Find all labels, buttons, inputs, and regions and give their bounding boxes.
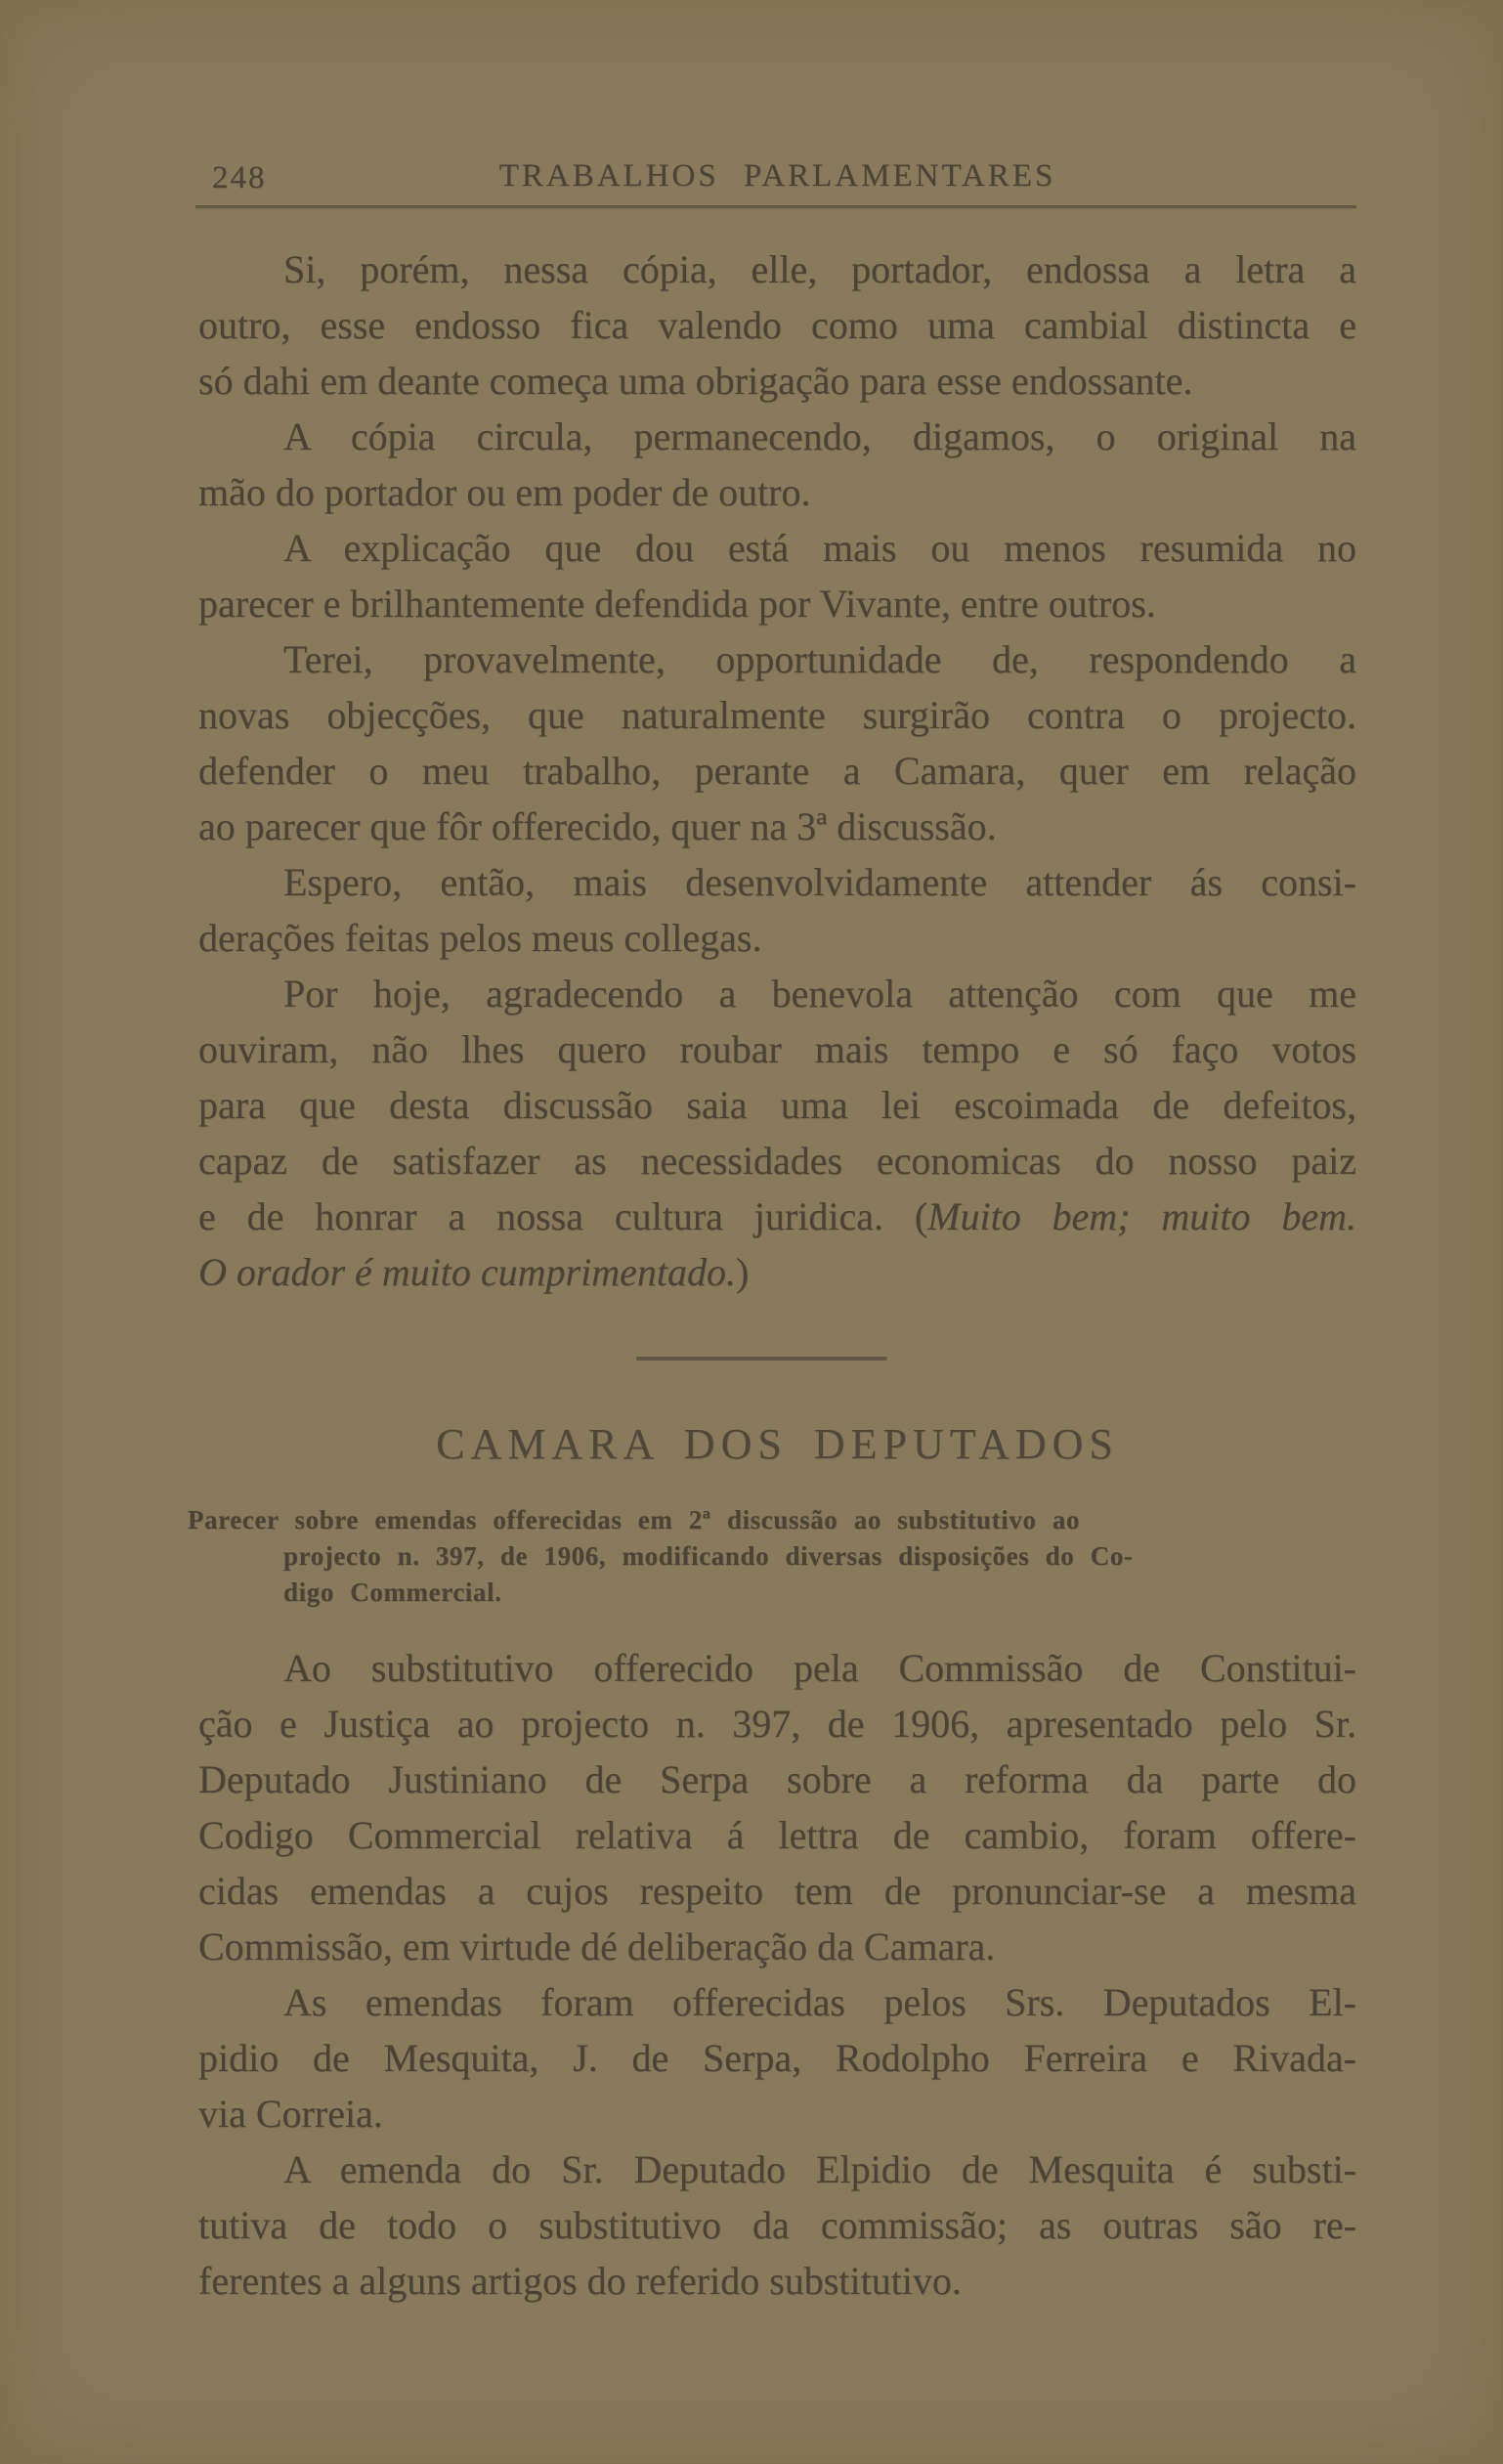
paragraph xyxy=(198,631,1356,854)
text-line: cidas emendas a cujos respeito tem de pronunciar-se a mesma xyxy=(198,1869,1356,1913)
text-line: derações feitas pelos meus collegas. xyxy=(198,916,762,960)
text-line: tutiva de todo o substitutivo da commissão; as outras são re- xyxy=(198,2203,1356,2247)
paragraph xyxy=(198,1974,1356,2141)
stage-direction-italic: O orador é muito cumprimentado. xyxy=(198,1250,736,1294)
page-header xyxy=(198,158,1356,199)
header-rule xyxy=(195,205,1356,208)
text-line: Por hoje, agradecendo a benevola attenção com que me xyxy=(283,972,1356,1016)
text-line: só dahi em deante começa uma obrigação para esse endossante. xyxy=(198,359,1193,403)
text-line: Espero, então, mais desenvolvidamente attender ás consi- xyxy=(283,860,1356,904)
text-line: A emenda do Sr. Deputado Elpidio de Mesquita é substi- xyxy=(283,2147,1356,2191)
text-line: ao parecer que fôr offerecido, quer na 3ª discussão. xyxy=(198,804,997,848)
text-line: parecer e brilhantemente defendida por Vivante, entre outros. xyxy=(198,582,1156,626)
stage-direction-italic: Muito bem; muito bem. xyxy=(927,1194,1356,1238)
paragraph xyxy=(198,520,1356,631)
paragraph xyxy=(198,854,1356,966)
text-line: Commissão, em virtude dé deliberação da Camara. xyxy=(198,1924,996,1968)
text-line: projecto n. 397, de 1906, modificando diversas disposições do Co- xyxy=(283,1541,1134,1571)
text-line xyxy=(198,1189,1356,1244)
section-heading: CAMARA DOS DEPUTADOS xyxy=(436,1420,1119,1468)
text-line: pidio de Mesquita, J. de Serpa, Rodolpho Ferreira e Rivada- xyxy=(198,2036,1356,2080)
text-line: Terei, provavelmente, opportunidade de, respondendo a xyxy=(283,637,1356,681)
text-line: ção e Justiça ao projecto n. 397, de 1906, apresentado pelo Sr. xyxy=(198,1702,1356,1746)
text-segment: e de honrar a nossa cultura juridica. ( xyxy=(198,1194,928,1238)
paragraph xyxy=(198,966,1356,1300)
paragraph xyxy=(198,1640,1356,1974)
text-line: ferentes a alguns artigos do referido substitutivo. xyxy=(198,2259,962,2303)
text-line: para que desta discussão saia uma lei escoimada de defeitos, xyxy=(198,1083,1356,1127)
text-line: Deputado Justiniano de Serpa sobre a reforma da parte do xyxy=(198,1757,1356,1801)
text-line: Si, porém, nessa cópia, elle, portador, endossa a letra a xyxy=(283,247,1356,291)
text-segment: ) xyxy=(735,1250,750,1294)
text-line xyxy=(198,1244,1356,1300)
text-line: As emendas foram offerecidas pelos Srs. Deputados El- xyxy=(283,1980,1356,2024)
page-number: 248 xyxy=(212,160,267,195)
speech-text xyxy=(198,241,1356,1300)
text-line: digo Commercial. xyxy=(283,1578,502,1607)
text-line: Parecer sobre emendas offerecidas em 2ª discussão ao substitutivo ao xyxy=(188,1505,1081,1535)
text-line: A explicação que dou está mais ou menos resumida no xyxy=(283,526,1356,570)
text-line: ouviram, não lhes quero roubar mais tempo e só faço votos xyxy=(198,1027,1356,1071)
report-text xyxy=(198,1640,1356,2309)
text-line: Codigo Commercial relativa á lettra de cambio, foram offere- xyxy=(198,1813,1356,1857)
text-line: capaz de satisfazer as necessidades economicas do nosso paiz xyxy=(198,1139,1356,1183)
docket-summary xyxy=(188,1502,1316,1611)
text-line: outro, esse endosso fica valendo como uma cambial distincta e xyxy=(198,303,1356,347)
text-line: via Correia. xyxy=(198,2092,383,2136)
running-title: TRABALHOS PARLAMENTARES xyxy=(498,158,1056,194)
text-line: defender o meu trabalho, perante a Camara, quer em relação xyxy=(198,749,1356,793)
text-line: A cópia circula, permanecendo, digamos, o original na xyxy=(283,414,1356,458)
text-line: novas objecções, que naturalmente surgirão contra o projecto. xyxy=(198,693,1356,737)
text-line: mão do portador ou em poder de outro. xyxy=(198,470,811,514)
section-divider-rule xyxy=(636,1357,887,1361)
paragraph xyxy=(198,409,1356,520)
paragraph xyxy=(198,2141,1356,2309)
text-line: Ao substitutivo offerecido pela Commissão de Constitui- xyxy=(283,1646,1356,1690)
paragraph xyxy=(198,241,1356,409)
